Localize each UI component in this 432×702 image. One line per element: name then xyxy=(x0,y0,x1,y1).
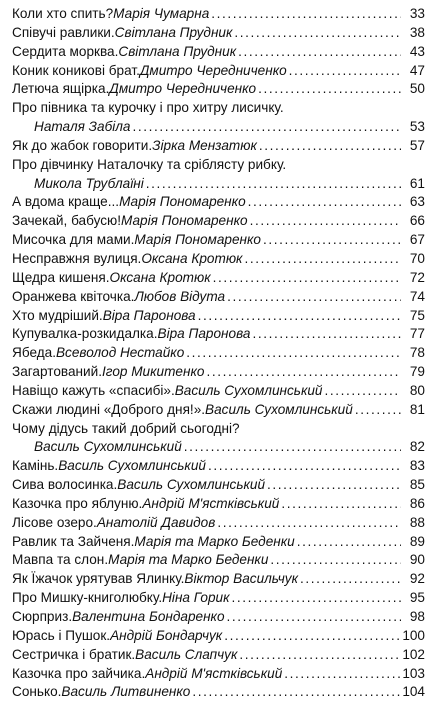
toc-entry xyxy=(12,570,425,589)
entry-author: Ніна Горик xyxy=(162,590,230,606)
entry-author: Василь Сухомлинський xyxy=(205,401,353,417)
entry-author: Всеволод Нестайко xyxy=(55,345,185,361)
entry-author: Любов Відута xyxy=(134,288,226,304)
entry-title: Про півника та курочку і про хитру лисичку. xyxy=(12,100,284,116)
toc-entry xyxy=(12,5,425,24)
entry-title: Оранжева квіточка. xyxy=(12,288,135,304)
toc-entry xyxy=(12,627,425,646)
entry-author: Оксана Кротюк xyxy=(141,250,243,266)
toc-entry xyxy=(12,231,425,250)
toc-entry xyxy=(12,212,425,231)
entry-page-number: 103 xyxy=(402,665,425,681)
entry-page-number: 47 xyxy=(409,62,425,78)
entry-page-number: 74 xyxy=(409,288,425,304)
toc-entry xyxy=(12,344,425,363)
entry-author: Василь Сухомлинський xyxy=(174,382,323,398)
entry-title: Сюрприз. xyxy=(12,609,73,624)
toc-entry xyxy=(12,288,425,307)
dot-leader xyxy=(227,608,401,627)
toc-entry xyxy=(12,401,425,420)
toc-entry xyxy=(12,533,425,552)
entry-title: Навіщо кажуть «спасибі». xyxy=(12,382,175,398)
entry-author: Василь Литвиненко xyxy=(61,684,191,700)
entry-title: Скажи людині «Доброго дня!». xyxy=(12,401,206,417)
dot-leader xyxy=(248,193,401,212)
entry-author: Василь Сухомлинський xyxy=(34,439,182,455)
entry-title: Зачекай, бабусю! xyxy=(12,213,122,229)
entry-page-number: 98 xyxy=(409,609,425,624)
entry-title: Чому дідусь такий добрий сьогодні? xyxy=(12,420,240,436)
entry-title: Несправжня вулиця. xyxy=(12,250,142,266)
entry-author: Наталя Забіла xyxy=(34,119,131,135)
toc-entry xyxy=(12,269,425,288)
entry-page-number: 77 xyxy=(409,326,425,342)
entry-page-number: 100 xyxy=(402,627,425,643)
dot-leader xyxy=(238,43,401,62)
entry-author: Віра Паронова xyxy=(157,326,251,342)
dot-leader xyxy=(211,5,401,24)
entry-title: Коли хто спить? xyxy=(12,6,114,21)
entry-author: Віктор Васильчук xyxy=(184,571,298,587)
entry-author: Марія Пономаренко xyxy=(134,232,261,248)
dot-leader xyxy=(244,250,401,269)
entry-page-number: 75 xyxy=(409,307,425,323)
entry-page-number: 72 xyxy=(409,269,425,285)
dot-leader xyxy=(289,62,401,81)
entry-page-number: 80 xyxy=(409,382,425,398)
toc-entry xyxy=(12,156,425,175)
toc-entry xyxy=(12,62,425,81)
toc-entry xyxy=(12,420,425,439)
dot-leader xyxy=(224,627,400,646)
toc-entry xyxy=(12,589,425,608)
entry-title: А вдома краще... xyxy=(12,194,120,210)
toc-entry xyxy=(12,551,425,570)
entry-page-number: 85 xyxy=(409,477,425,493)
dot-leader xyxy=(208,457,401,476)
entry-title: Сестричка і братик. xyxy=(12,646,136,662)
entry-author: Василь Сухомлинський xyxy=(58,458,206,474)
entry-title: Юрась і Пушок. xyxy=(12,627,111,643)
entry-author: Світлана Прудник xyxy=(118,43,237,59)
entry-title: Летюча ящірка. xyxy=(12,81,110,97)
entry-page-number: 82 xyxy=(409,439,425,455)
dot-leader xyxy=(146,175,401,194)
dot-leader xyxy=(239,646,400,665)
dot-leader xyxy=(281,495,401,514)
entry-author: Світлана Прудник xyxy=(114,24,233,40)
entry-page-number: 61 xyxy=(409,175,425,191)
toc-entry xyxy=(12,665,425,684)
entry-author: Марія Пономаренко xyxy=(119,194,246,210)
toc-entry xyxy=(12,363,425,382)
entry-page-number: 53 xyxy=(409,119,425,135)
toc-entry xyxy=(12,495,425,514)
toc-entry xyxy=(12,608,425,627)
entry-title: Як до жабок говорити. xyxy=(12,137,153,153)
toc-entry xyxy=(12,438,425,457)
entry-author: Василь Слапчук xyxy=(135,646,238,662)
entry-author: Микола Трублаїні xyxy=(34,175,144,191)
entry-author: Зірка Мензатюк xyxy=(152,137,257,153)
entry-page-number: 38 xyxy=(409,24,425,40)
toc-entry xyxy=(12,514,425,533)
entry-author: Ігор Микитенко xyxy=(102,364,205,380)
dot-leader xyxy=(252,325,401,344)
toc-entry xyxy=(12,175,425,194)
entry-title: Мисочка для мами. xyxy=(12,232,135,248)
entry-title: Купувалка-розкидалка. xyxy=(12,326,158,342)
entry-title: Казочка про зайчика. xyxy=(12,665,146,681)
entry-page-number: 66 xyxy=(409,213,425,229)
entry-author: Марія та Марко Беденки xyxy=(108,552,269,568)
table-of-contents xyxy=(12,5,425,702)
entry-page-number: 95 xyxy=(409,590,425,606)
dot-leader xyxy=(132,118,401,137)
entry-page-number: 50 xyxy=(409,81,425,97)
toc-entry xyxy=(12,118,425,137)
toc-entry xyxy=(12,137,425,156)
dot-leader xyxy=(325,382,402,401)
dot-leader xyxy=(232,589,402,608)
entry-title: Лісове озеро. xyxy=(12,514,97,530)
entry-title: Ябеда. xyxy=(12,345,56,361)
entry-title: Загартований. xyxy=(12,364,102,380)
toc-entry xyxy=(12,193,425,212)
dot-leader xyxy=(297,533,401,552)
entry-title: Співучі равлики. xyxy=(12,24,115,40)
entry-author: Анатолій Давидов xyxy=(96,514,216,530)
toc-entry xyxy=(12,43,425,62)
dot-leader xyxy=(198,307,401,326)
entry-author: Андрій Бондарчук xyxy=(110,627,223,643)
toc-entry xyxy=(12,683,425,702)
dot-leader xyxy=(250,212,401,231)
entry-author: Андрій М'ястківський xyxy=(142,495,280,511)
entry-page-number: 104 xyxy=(402,684,425,700)
entry-title: Камінь. xyxy=(12,458,59,474)
entry-page-number: 79 xyxy=(409,364,425,380)
entry-title: Сонько. xyxy=(12,684,62,700)
entry-title: Про дівчинку Наталочку та сріблясту рибку. xyxy=(12,156,287,172)
entry-title: Казочка про яблуню. xyxy=(12,495,143,511)
dot-leader xyxy=(258,80,401,99)
entry-page-number: 33 xyxy=(409,6,425,21)
entry-page-number: 90 xyxy=(409,552,425,568)
toc-entry xyxy=(12,80,425,99)
entry-author: Марія та Марко Беденки xyxy=(134,533,295,549)
dot-leader xyxy=(267,476,401,495)
entry-author: Дмитро Чередниченко xyxy=(109,81,257,97)
entry-title: Коник коникові брат. xyxy=(12,62,140,78)
toc-entry xyxy=(12,250,425,269)
entry-page-number: 92 xyxy=(409,571,425,587)
toc-entry xyxy=(12,325,425,344)
entry-author: Валентина Бондаренко xyxy=(72,609,225,624)
entry-page-number: 81 xyxy=(409,401,425,417)
toc-entry xyxy=(12,99,425,118)
entry-page-number: 86 xyxy=(409,495,425,511)
toc-entry xyxy=(12,476,425,495)
dot-leader xyxy=(270,551,401,570)
dot-leader xyxy=(184,438,401,457)
dot-leader xyxy=(213,269,401,288)
dot-leader xyxy=(355,401,401,420)
entry-page-number: 83 xyxy=(409,458,425,474)
entry-title: Сива волосинка. xyxy=(12,477,118,493)
entry-author: Марія Пономаренко xyxy=(121,213,248,229)
dot-leader xyxy=(284,665,400,684)
entry-page-number: 89 xyxy=(409,533,425,549)
dot-leader xyxy=(300,570,401,589)
entry-title: Про Мишку-книголюбку. xyxy=(12,590,163,606)
entry-page-number: 63 xyxy=(409,194,425,210)
dot-leader xyxy=(227,288,401,307)
entry-page-number: 67 xyxy=(409,232,425,248)
dot-leader xyxy=(186,344,401,363)
entry-author: Василь Сухомлинський xyxy=(117,477,266,493)
entry-author: Андрій М'ястківський xyxy=(145,665,283,681)
toc-entry xyxy=(12,382,425,401)
entry-title: Щедра кишеня. xyxy=(12,269,110,285)
entry-title: Мавпа та слон. xyxy=(12,552,109,568)
entry-title: Сердита морква. xyxy=(12,43,119,59)
entry-page-number: 43 xyxy=(409,43,425,59)
dot-leader xyxy=(234,24,401,43)
toc-entry xyxy=(12,646,425,665)
dot-leader xyxy=(192,683,400,702)
entry-title: Хто мудріший. xyxy=(12,307,103,323)
entry-author: Марія Чумарна xyxy=(113,6,210,21)
entry-title: Равлик та Зайченя. xyxy=(12,533,135,549)
dot-leader xyxy=(263,231,401,250)
entry-author: Дмитро Чередниченко xyxy=(139,62,287,78)
entry-author: Оксана Кротюк xyxy=(109,269,211,285)
dot-leader xyxy=(217,514,401,533)
entry-title: Як Їжачок урятував Ялинку. xyxy=(12,571,185,587)
dot-leader xyxy=(206,363,401,382)
toc-entry xyxy=(12,307,425,326)
entry-author: Віра Паронова xyxy=(102,307,196,323)
entry-page-number: 78 xyxy=(409,345,425,361)
toc-entry xyxy=(12,457,425,476)
entry-page-number: 88 xyxy=(409,514,425,530)
entry-page-number: 102 xyxy=(402,646,425,662)
toc-entry xyxy=(12,24,425,43)
entry-page-number: 70 xyxy=(409,250,425,266)
entry-page-number: 57 xyxy=(409,137,425,153)
dot-leader xyxy=(259,137,401,156)
